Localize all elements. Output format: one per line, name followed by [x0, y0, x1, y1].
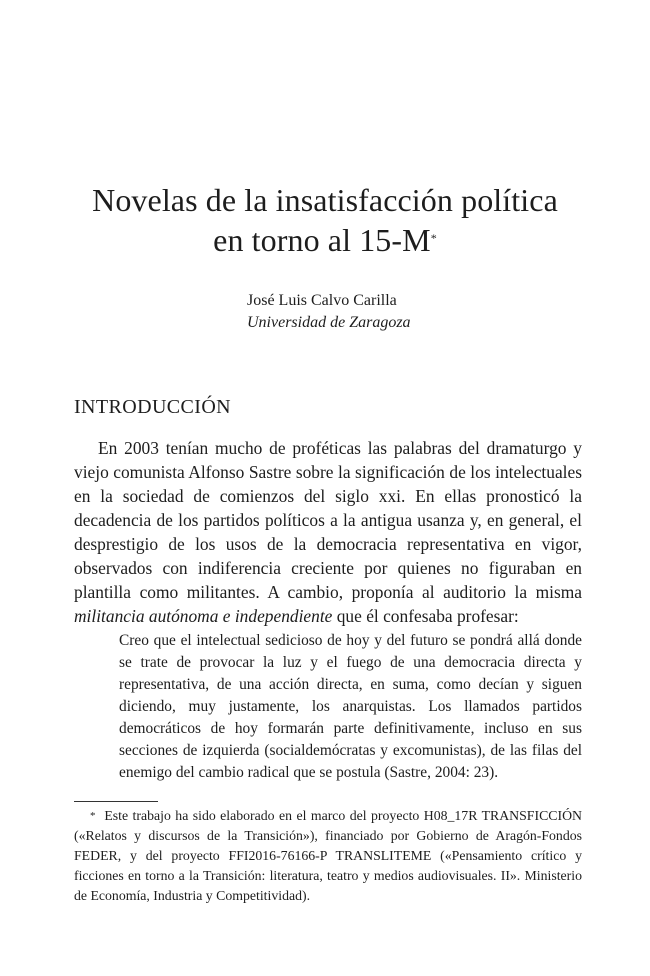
footnote-divider	[74, 801, 158, 802]
author-affiliation: Universidad de Zaragoza	[247, 314, 411, 331]
block-quote: Creo que el intelectual sedicioso de hoy y del futuro se pondrá allá donde se trate de provocar la luz y el fuego de una democracia directa y representativa, de una acción directa, en suma, como decían y siguen diciendo, muy justamente, los anarquistas. Los llamados partidos democráticos de hoy formarán parte definitivamente, incluso en sus secciones de izquierda (socialdemócratas y excomunistas), de las filas del enemigo del cambio radical que se postula (Sastre, 2004: 23).	[119, 632, 582, 781]
paragraph-emphasis: militancia autónoma e independiente	[74, 606, 333, 626]
title-text-2: en torno al 15-M	[213, 222, 431, 258]
title-footnote-marker[interactable]: *	[430, 231, 437, 245]
footnote-text: Este trabajo ha sido elaborado en el marco del proyecto H08_17R TRANSFICCIÓN («Relatos y discursos de la Transición»), financiado por Gobierno de Aragón-Fondos FEDER, y del proyecto FFI2016-76166-P TRANSLITEME («Pensamiento crítico y ficciones en torno a la Transición: literatura, teatro y medios audiovisuales. II». Ministerio de Economía, Industria y Competitividad).	[74, 808, 583, 903]
title-line-2	[0, 220, 650, 260]
paragraph-text-after: que él confesaba profesar:	[332, 606, 519, 626]
title-text-1: Novelas de la insatisfacción política	[92, 182, 558, 218]
body-paragraph	[74, 436, 582, 628]
section-heading: INTRODUCCIÓN	[74, 396, 232, 418]
footnote	[74, 806, 582, 906]
author-name: José Luis Calvo Carilla	[247, 292, 397, 309]
footnote-marker: *	[90, 810, 96, 822]
title-line-1	[0, 180, 650, 220]
paragraph-text-before: En 2003 tenían mucho de proféticas las palabras del dramaturgo y viejo comunista Alfonso Sastre sobre la significación de los intelectuales en la sociedad de comienzos del siglo xxi. En ellas pronosticó la decadencia de los partidos políticos a la antigua usanza y, en general, el desprestigio de los usos de la democracia representativa en vigor, observados con indiferencia creciente por quienes no figuraban en plantilla como militantes. A cambio, proponía al auditorio la misma	[74, 438, 582, 602]
